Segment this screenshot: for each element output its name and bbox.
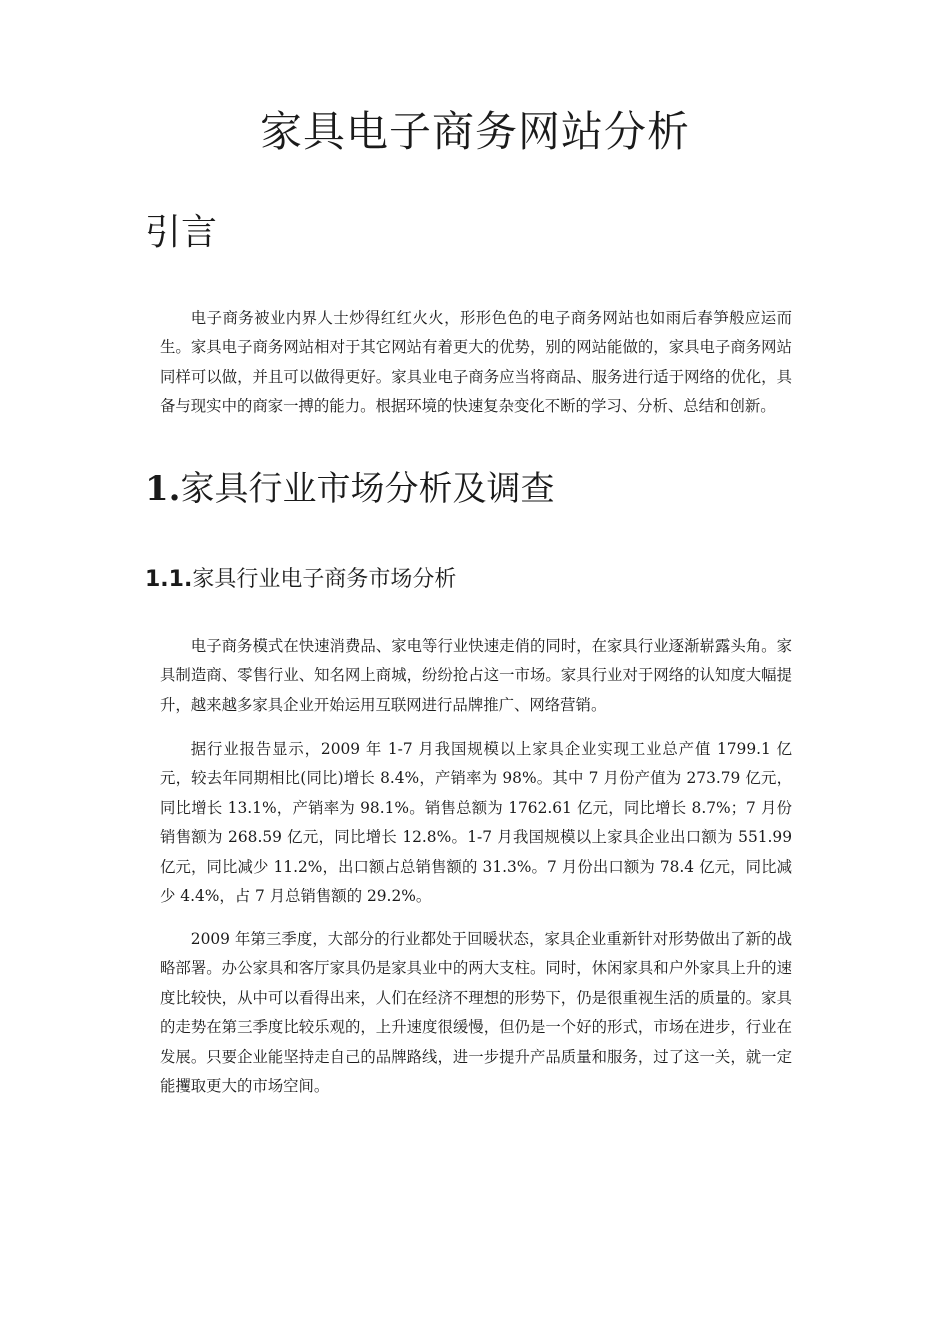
- section-1-heading: [145, 466, 555, 512]
- section-1-number: 1.: [145, 469, 181, 509]
- body-paragraph: 据行业报告显示，2009 年 1-7 月我国规模以上家具企业实现工业总产值 1799.1 亿元，较去年同期相比(同比)增长 8.4%，产销率为 98%。其中 7 月份产值为 273.79 亿元，同比增长 13.1%，产销率为 98.1%。销售总额为 1762.61 亿元，同比增长 8.7%；7 月份销售额为 268.59 亿元，同比增长 12.8%。1-7 月我国规模以上家具企业出口额为 551.99 亿元，同比减少 11.2%，出口额占总销售额的 31.3%。7 月份出口额为 78.4 亿元，同比减少 4.4%，占 7 月总销售额的 29.2%。: [160, 740, 792, 906]
- section-1-title: 家具行业市场分析及调查: [180, 469, 555, 509]
- body-paragraph: 2009 年第三季度，大部分的行业都处于回暖状态，家具企业重新针对形势做出了新的战略部署。办公家具和客厅家具仍是家具业中的两大支柱。同时，休闲家具和户外家具上升的速度比较快，从中可以看得出来，人们在经济不理想的形势下，仍是很重视生活的质量的。家具的走势在第三季度比较乐观的，上升速度很缓慢，但仍是一个好的形式，市场在进步，行业在发展。只要企业能坚持走自己的品牌路线，进一步提升产品质量和服务，过了这一关，就一定能攫取更大的市场空间。: [160, 930, 792, 1096]
- subsection-1-1-number: 1.1.: [145, 567, 193, 592]
- body-paragraph: 电子商务模式在快速消费品、家电等行业快速走俏的同时，在家具行业逐渐崭露头角。家具制造商、零售行业、知名网上商城，纷纷抢占这一市场。家具行业对于网络的认知度大幅提升，越来越多家具企业开始运用互联网进行品牌推广、网络营销。: [160, 637, 792, 714]
- intro-heading: 引言: [145, 212, 218, 253]
- document-title: 家具电子商务网站分析: [259, 107, 690, 156]
- subsection-1-1-title: 家具行业电子商务市场分析: [192, 567, 457, 592]
- intro-paragraph: 电子商务被业内界人士炒得红红火火，形形色色的电子商务网站也如雨后春笋般应运而生。家具电子商务网站相对于其它网站有着更大的优势，别的网站能做的，家具电子商务网站同样可以做，并且可以做得更好。家具业电子商务应当将商品、服务进行适于网络的优化，具备与现实中的商家一搏的能力。根据环境的快速复杂变化不断的学习、分析、总结和创新。: [160, 309, 792, 416]
- subsection-1-1-heading: [145, 563, 456, 597]
